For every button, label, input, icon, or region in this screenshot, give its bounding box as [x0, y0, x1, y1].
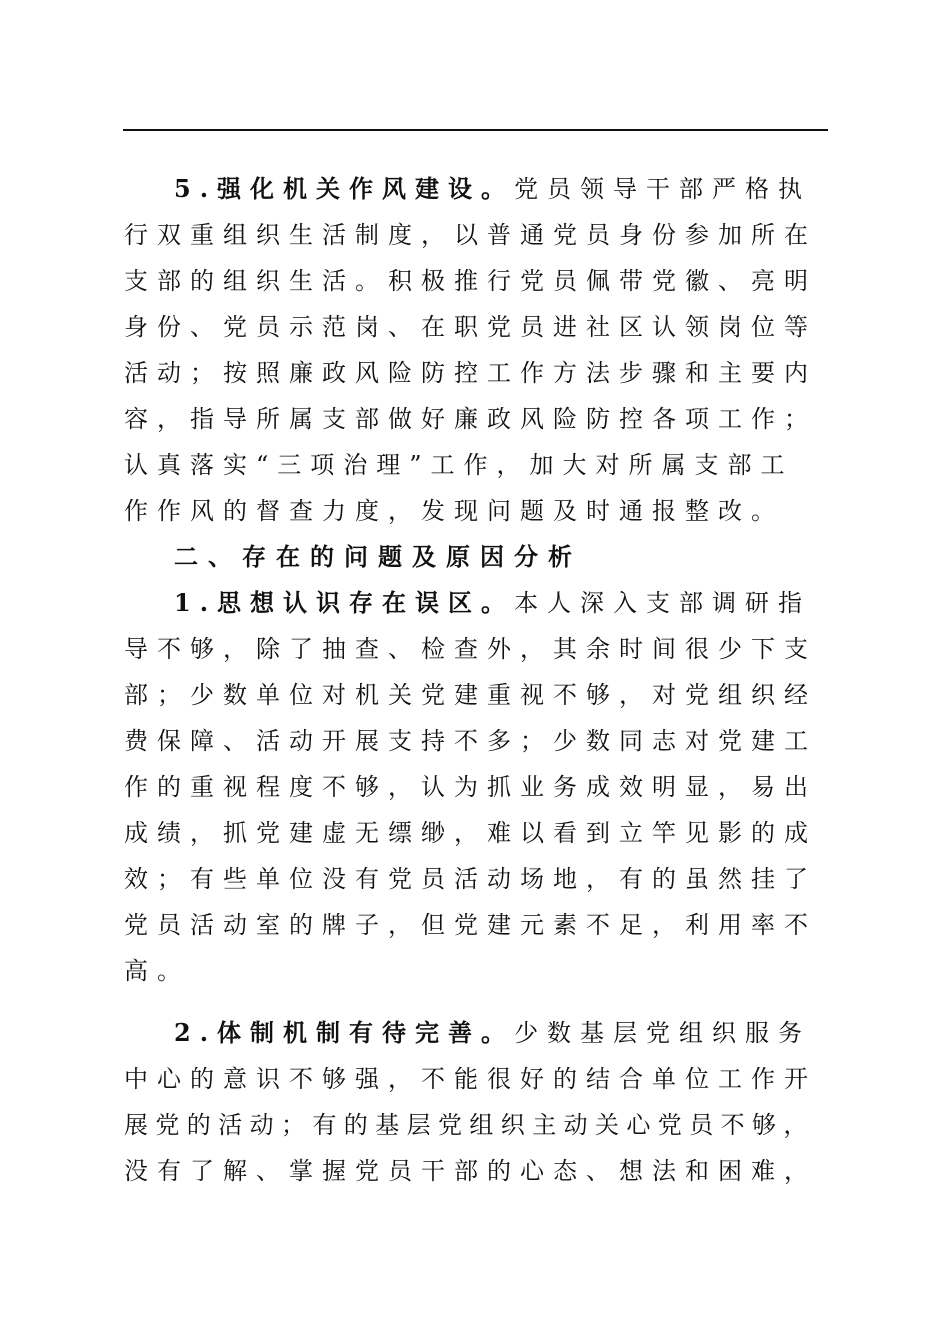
paragraph-line: 高。	[124, 957, 190, 985]
paragraph-text: 少数基层党组织服务	[514, 1019, 812, 1047]
paragraph-text: 党员领导干部严格执	[514, 175, 812, 203]
paragraph-line: 费保障、活动开展支持不多；少数同志对党建工	[124, 727, 817, 755]
header-rule	[123, 129, 828, 131]
paragraph-line	[124, 580, 824, 626]
paragraph-line: 活动；按照廉政风险防控工作方法步骤和主要内	[124, 359, 817, 387]
paragraph-line	[124, 1010, 824, 1056]
paragraph-line: 作的重视程度不够，认为抓业务成效明显，易出	[124, 773, 817, 801]
paragraph-line: 作作风的督查力度，发现问题及时通报整改。	[124, 497, 784, 525]
paragraph-line: 效；有些单位没有党员活动场地，有的虽然挂了	[124, 865, 817, 893]
paragraph-line: 成绩，抓党建虚无缥缈，难以看到立竿见影的成	[124, 819, 817, 847]
paragraph-line: 导不够，除了抽查、检查外，其余时间很少下支	[124, 635, 817, 663]
paragraph-text: 本人深入支部调研指	[514, 589, 812, 617]
paragraph-line: 展党的活动；有的基层党组织主动关心党员不够，	[124, 1111, 815, 1139]
paragraph-line: 中心的意识不够强，不能很好的结合单位工作开	[124, 1065, 817, 1093]
paragraph-lead: 5.强化机关作风建设。	[174, 174, 515, 203]
section-heading: 二、存在的问题及原因分析	[174, 542, 582, 571]
paragraph-line: 党员活动室的牌子，但党建元素不足，利用率不	[124, 911, 817, 939]
paragraph-lead: 1.思想认识存在误区。	[174, 588, 515, 617]
paragraph-line: 认真落实“三项治理”工作，加大对所属支部工	[124, 451, 794, 479]
paragraph-line: 行双重组织生活制度，以普通党员身份参加所在	[124, 221, 817, 249]
paragraph-lead: 2.体制机制有待完善。	[174, 1018, 515, 1047]
paragraph-line	[124, 166, 824, 212]
paragraph-line: 身份、党员示范岗、在职党员进社区认领岗位等	[124, 313, 817, 341]
paragraph-line: 容，指导所属支部做好廉政风险防控各项工作；	[124, 405, 817, 433]
paragraph-line: 部；少数单位对机关党建重视不够，对党组织经	[124, 681, 817, 709]
paragraph-line: 支部的组织生活。积极推行党员佩带党徽、亮明	[124, 267, 817, 295]
document-body	[124, 166, 824, 1194]
paragraph-line: 没有了解、掌握党员干部的心态、想法和困难，	[124, 1157, 817, 1185]
paragraph-gap	[124, 994, 824, 1010]
